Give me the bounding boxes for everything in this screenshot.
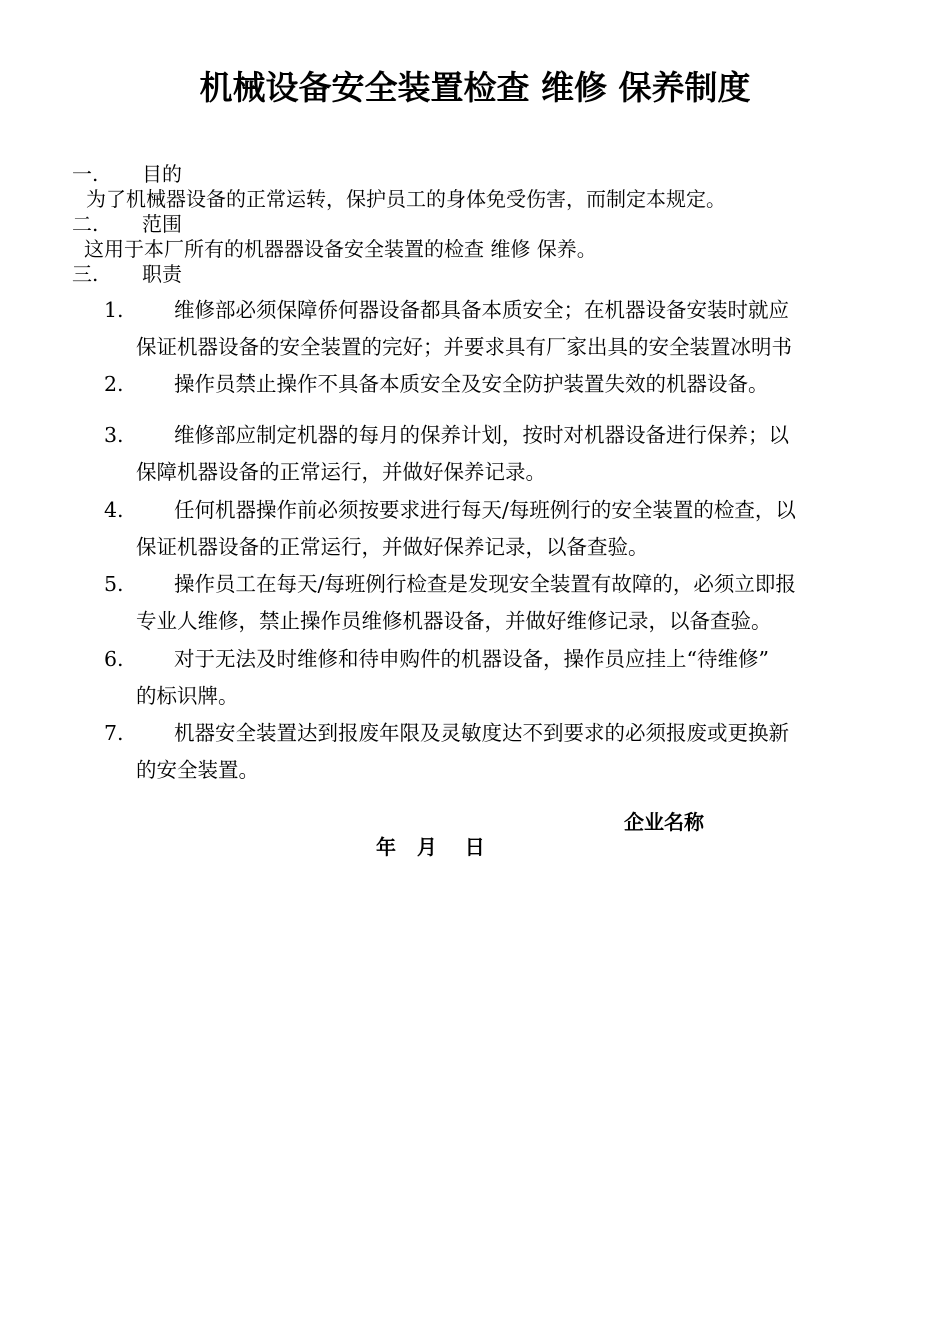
duty-line-1: 机器安全装置达到报废年限及灵敏度达不到要求的必须报废或更换新 xyxy=(174,721,789,745)
duty-line-2: 专业人维修，禁止操作员维修机器设备，并做好维修记录，以备查验。 xyxy=(136,609,772,633)
section-text-scope: 这用于本厂所有的机器器设备安全装置的检查 维修 保养。 xyxy=(84,237,597,261)
duty-line-2: 的标识牌。 xyxy=(136,684,239,708)
duty-number: 7. xyxy=(104,721,124,745)
duty-line-2: 保证机器设备的正常运行，并做好保养记录，以备查验。 xyxy=(136,535,649,559)
duty-number: 5. xyxy=(104,572,124,596)
duty-number: 1. xyxy=(104,298,124,322)
duty-number: 3. xyxy=(104,423,124,447)
duty-line-1: 操作员工在每天/每班例行检查是发现安全装置有故障的，必须立即报 xyxy=(174,572,796,596)
duty-line-1: 维修部应制定机器的每月的保养计划，按时对机器设备进行保养；以 xyxy=(174,423,789,447)
section-text-purpose: 为了机械器设备的正常运转，保护员工的身体免受伤害，而制定本规定。 xyxy=(86,187,726,211)
duty-line-1: 对于无法及时维修和待申购件的机器设备，操作员应挂上“待维修” xyxy=(174,647,769,671)
section-label: 范围 xyxy=(142,212,182,236)
duty-line-1: 任何机器操作前必须按要求进行每天/每班例行的安全装置的检查，以 xyxy=(174,498,796,522)
duty-line-1: 操作员禁止操作不具备本质安全及安全防护装置失效的机器设备。 xyxy=(174,372,769,396)
duty-line-2: 保障机器设备的正常运行，并做好保养记录。 xyxy=(136,460,546,484)
section-number: 二. xyxy=(72,212,99,236)
section-label: 职责 xyxy=(142,262,182,286)
section-number: 一. xyxy=(72,162,99,186)
duty-line-2: 保证机器设备的安全装置的完好；并要求具有厂家出具的安全装置冰明书 xyxy=(136,335,792,359)
section-number: 三. xyxy=(72,262,99,286)
company-name: 企业名称 xyxy=(624,810,704,834)
duty-number: 6. xyxy=(104,647,124,671)
duty-line-1: 维修部必须保障侨何器设备都具备本质安全；在机器设备安装时就应 xyxy=(174,298,789,322)
document-title: 机械设备安全装置检查 维修 保养制度 xyxy=(199,68,751,107)
signature-date: 年 月 日 xyxy=(376,835,485,859)
section-label: 目的 xyxy=(142,162,182,186)
duty-line-2: 的安全装置。 xyxy=(136,758,259,782)
duty-number: 2. xyxy=(104,372,124,396)
duty-number: 4. xyxy=(104,498,124,522)
